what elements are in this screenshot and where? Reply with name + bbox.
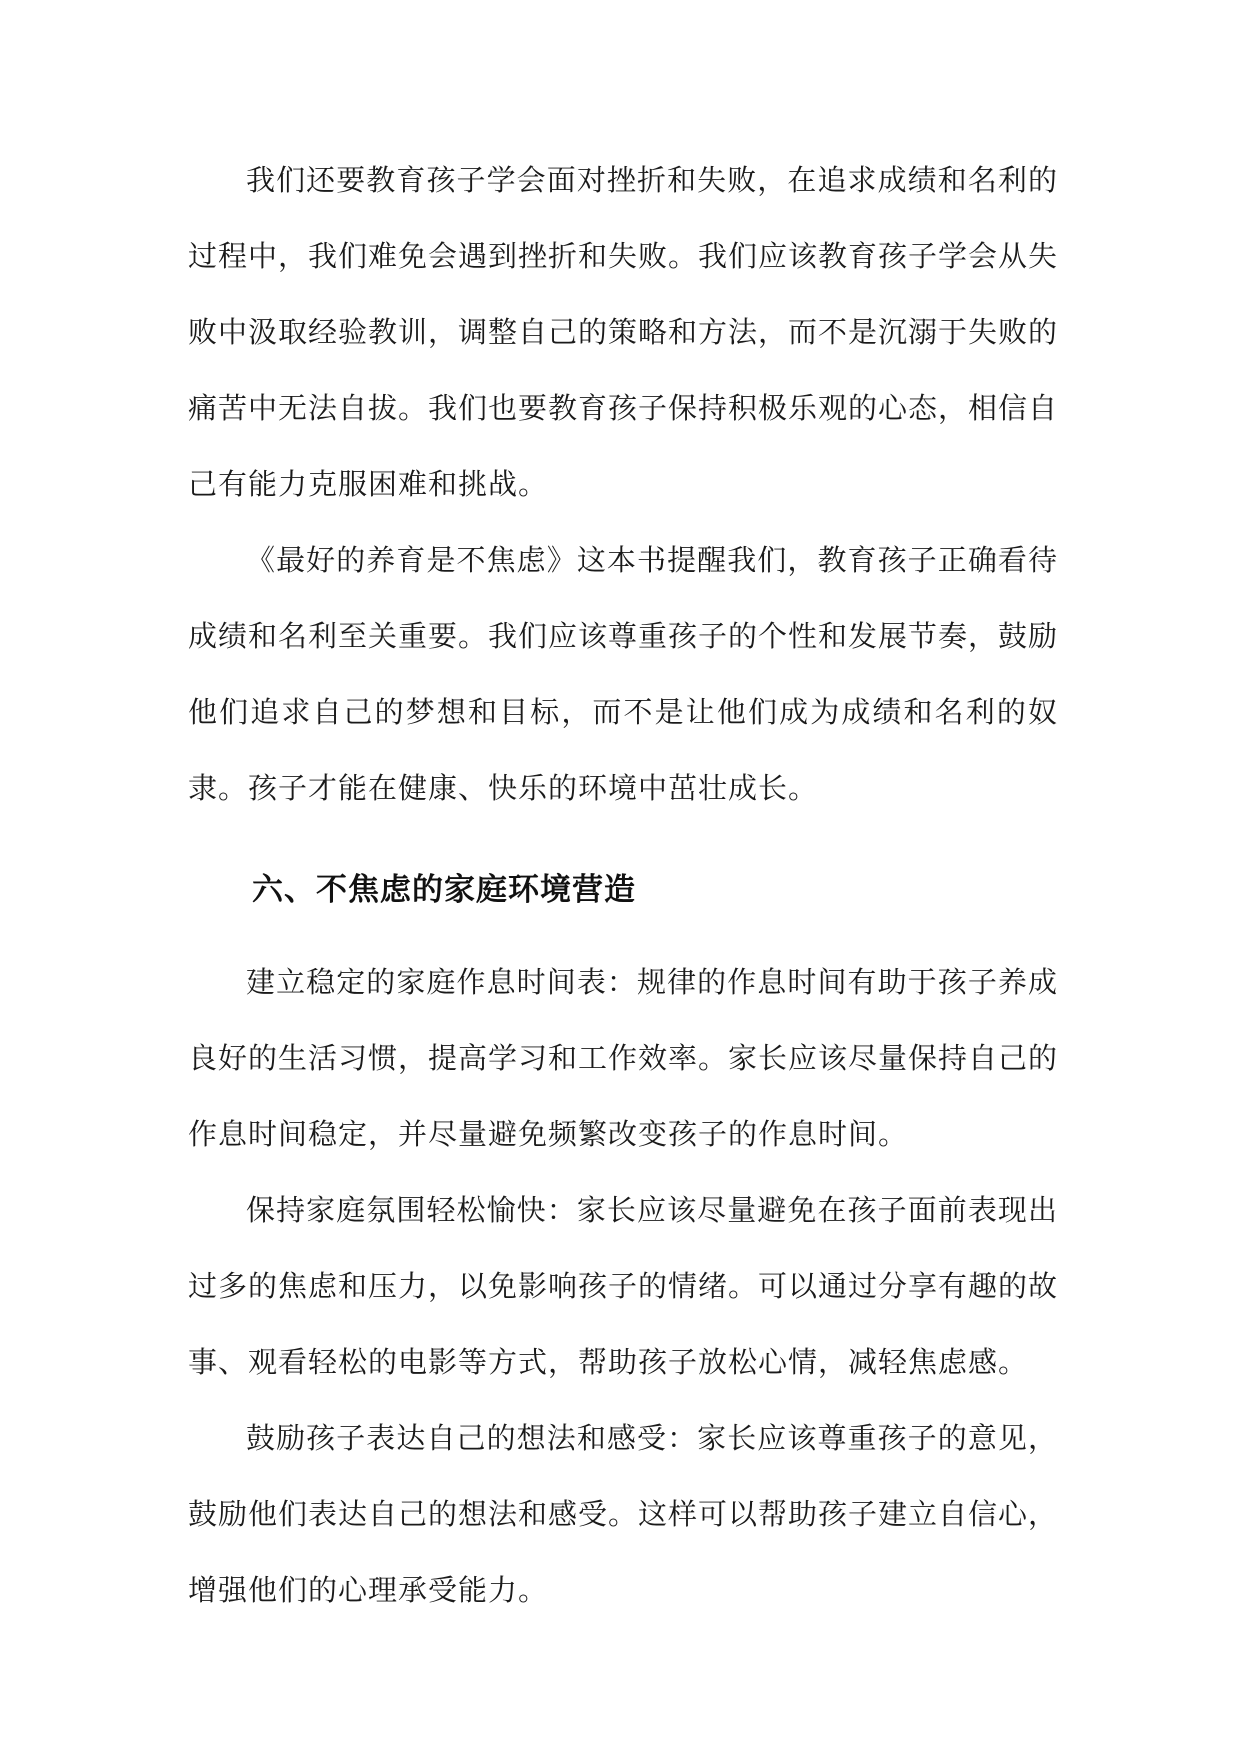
paragraph-schedule: 建立稳定的家庭作息时间表：规律的作息时间有助于孩子养成良好的生活习惯，提高学习和工作效率。家长应该尽量保持自己的作息时间稳定，并尽量避免频繁改变孩子的作息时间。 (188, 965, 1059, 1151)
paragraph-frustration: 我们还要教育孩子学会面对挫折和失败，在追求成绩和名利的过程中，我们难免会遇到挫折和失败。我们应该教育孩子学会从失败中汲取经验教训，调整自己的策略和方法，而不是沉溺于失败的痛苦中无法自拔。我们也要教育孩子保持积极乐观的心态，相信自己有能力克服困难和挑战。 (188, 163, 1059, 501)
paragraph-expression: 鼓励孩子表达自己的想法和感受：家长应该尊重孩子的意见，鼓励他们表达自己的想法和感受。这样可以帮助孩子建立自信心，增强他们的心理承受能力。 (188, 1421, 1059, 1607)
section-heading: 六、不焦虑的家庭环境营造 (252, 872, 636, 908)
paragraph-book-reminder: 《最好的养育是不焦虑》这本书提醒我们，教育孩子正确看待成绩和名利至关重要。我们应该尊重孩子的个性和发展节奏，鼓励他们追求自己的梦想和目标，而不是让他们成为成绩和名利的奴隶。孩子才能在健康、快乐的环境中茁壮成长。 (188, 543, 1059, 805)
text-column (188, 142, 1058, 1628)
paragraph-atmosphere: 保持家庭氛围轻松愉快：家长应该尽量避免在孩子面前表现出过多的焦虑和压力，以免影响孩子的情绪。可以通过分享有趣的故事、观看轻松的电影等方式，帮助孩子放松心情，减轻焦虑感。 (188, 1193, 1059, 1379)
